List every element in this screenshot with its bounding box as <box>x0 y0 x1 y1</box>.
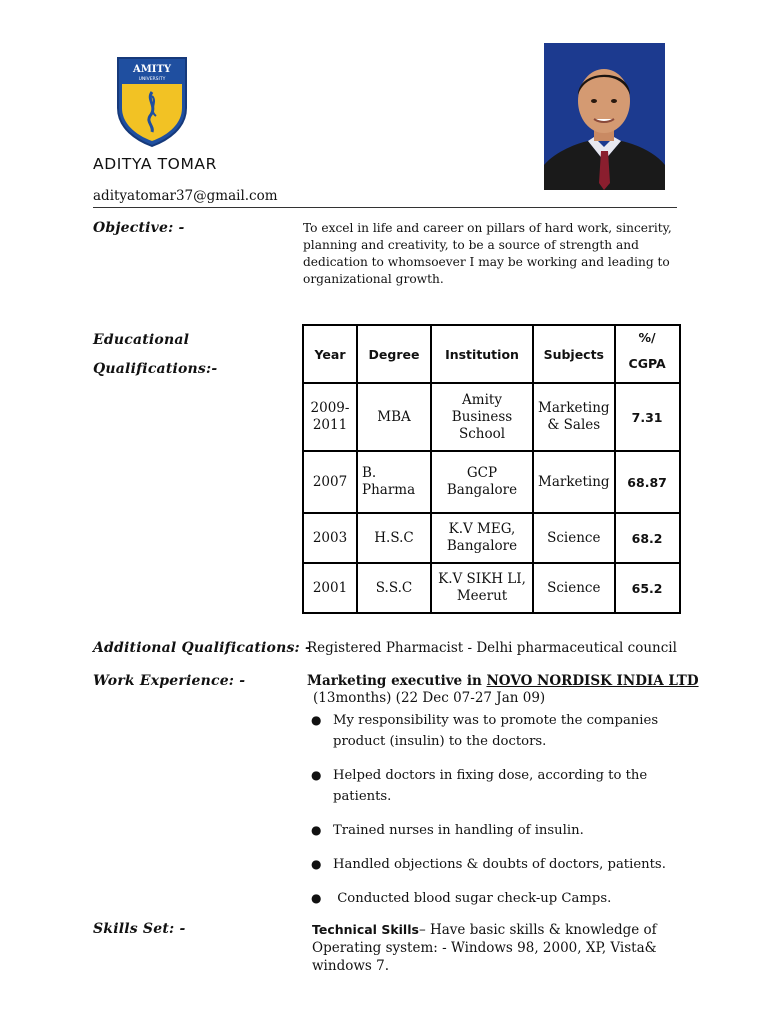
logo-subtext: UNIVERSITY <box>138 77 166 82</box>
list-item <box>308 854 668 875</box>
cell-score: 7.31 <box>615 383 680 451</box>
list-item-text: Helped doctors in fixing dose, according to the patients. <box>333 768 648 804</box>
cell-subjects: Science <box>533 513 615 563</box>
work-experience-label: Work Experience: - <box>93 673 246 689</box>
education-label-line1: Educational <box>93 332 190 348</box>
cell-degree: B. Pharma <box>357 451 431 513</box>
education-table <box>302 324 681 614</box>
col-header-institution: Institution <box>431 325 533 383</box>
cell-score: 68.87 <box>615 451 680 513</box>
cell-score: 65.2 <box>615 563 680 613</box>
list-item <box>308 710 668 752</box>
education-label-line2: Qualifications:- <box>93 361 218 377</box>
bullet-icon: ● <box>311 713 322 727</box>
work-title-prefix: Marketing executive in <box>307 673 487 689</box>
bullet-icon: ● <box>311 857 322 871</box>
list-item-text: Conducted blood sugar check-up Camps. <box>333 891 612 906</box>
cell-degree: S.S.C <box>357 563 431 613</box>
cell-subjects: Science <box>533 563 615 613</box>
cell-institution: Amity Business School <box>431 383 533 451</box>
col-header-degree: Degree <box>357 325 431 383</box>
profile-photo <box>544 43 665 190</box>
responsibilities-list <box>308 710 668 922</box>
work-company: NOVO NORDISK INDIA LTD <box>486 673 699 689</box>
col-header-score <box>615 325 680 383</box>
logo-text: AMITY <box>132 64 172 75</box>
cell-score: 68.2 <box>615 513 680 563</box>
cell-institution: GCP Bangalore <box>431 451 533 513</box>
additional-qualifications-text: Registered Pharmacist - Delhi pharmaceutical council <box>307 640 677 656</box>
cell-degree: H.S.C <box>357 513 431 563</box>
cell-institution: K.V SIKH LI, Meerut <box>431 563 533 613</box>
list-item <box>308 820 668 841</box>
bullet-icon: ● <box>311 768 322 782</box>
cell-subjects: Marketing <box>533 451 615 513</box>
cell-subjects: Marketing & Sales <box>533 383 615 451</box>
skills-text <box>312 921 657 975</box>
list-item <box>308 888 668 909</box>
table-row <box>303 563 680 613</box>
objective-label: Objective: - <box>93 220 185 236</box>
cell-year: 2009-2011 <box>303 383 357 451</box>
education-label <box>93 326 217 384</box>
skills-label: Skills Set: - <box>93 921 186 937</box>
objective-text: To excel in life and career on pillars of hard work, sincerity, planning and creativity, to be a source of strength and dedication to whomsoever I may be working and leading to organizational growth. <box>303 221 672 286</box>
university-logo <box>116 56 188 148</box>
cell-institution: K.V MEG, Bangalore <box>431 513 533 563</box>
bullet-icon: ● <box>311 891 322 905</box>
col-header-year: Year <box>303 325 357 383</box>
col-header-cgpa: CGPA <box>628 356 666 371</box>
table-row <box>303 451 680 513</box>
table-header-row <box>303 325 680 383</box>
skills-body: – Have basic skills & knowledge of Operating system: - Windows 98, 2000, XP, Vista& windows 7. <box>312 922 657 974</box>
skills-heading: Technical Skills <box>312 922 419 937</box>
list-item-text: Trained nurses in handling of insulin. <box>333 823 584 838</box>
table-row <box>303 383 680 451</box>
header-divider <box>93 207 677 208</box>
list-item-text: My responsibility was to promote the companies product (insulin) to the doctors. <box>333 713 659 749</box>
col-header-subjects: Subjects <box>533 325 615 383</box>
bullet-icon: ● <box>311 823 322 837</box>
col-header-percent: %/ <box>638 330 656 345</box>
cell-year: 2007 <box>303 451 357 513</box>
cell-year: 2003 <box>303 513 357 563</box>
candidate-name: ADITYA TOMAR <box>93 155 217 173</box>
work-duration: (13months) (22 Dec 07-27 Jan 09) <box>313 690 546 706</box>
cell-year: 2001 <box>303 563 357 613</box>
cell-degree: MBA <box>357 383 431 451</box>
list-item-text: Handled objections & doubts of doctors, patients. <box>333 857 666 872</box>
table-row <box>303 513 680 563</box>
work-title <box>307 673 699 689</box>
additional-qualifications-label: Additional Qualifications: - <box>93 640 311 656</box>
email-address[interactable]: adityatomar37@gmail.com <box>93 188 278 204</box>
list-item <box>308 765 668 807</box>
